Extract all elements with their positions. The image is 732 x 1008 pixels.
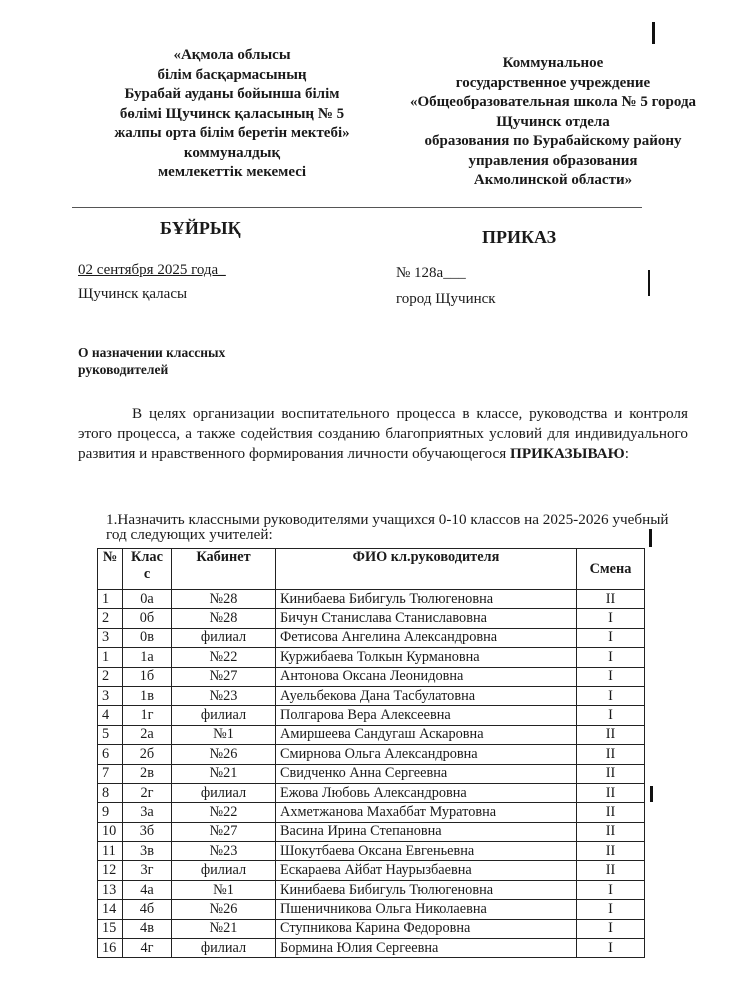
cell-cabinet: филиал (172, 628, 276, 647)
cell-class: 3в (123, 842, 172, 861)
cell-teacher: Свидченко Анна Сергеевна (276, 764, 577, 783)
order-date (78, 262, 226, 279)
table-row (98, 880, 645, 899)
cell-shift: I (577, 667, 645, 686)
cell-number: 6 (98, 745, 123, 764)
header-divider (72, 207, 642, 208)
cell-class: 2г (123, 783, 172, 802)
cell-teacher: Полгарова Вера Алексеевна (276, 706, 577, 725)
cell-class: 2б (123, 745, 172, 764)
header-ru-line: управления образования (468, 152, 638, 169)
cell-shift: I (577, 919, 645, 938)
cell-teacher: Ахметжанова Махаббат Муратовна (276, 803, 577, 822)
table-row (98, 628, 645, 647)
cell-teacher: Амиршеева Сандугаш Аскаровна (276, 725, 577, 744)
cell-shift: II (577, 842, 645, 861)
cell-cabinet: филиал (172, 939, 276, 958)
cell-cabinet: №21 (172, 919, 276, 938)
cell-number: 14 (98, 900, 123, 919)
order-subject (78, 344, 225, 378)
cell-shift: II (577, 590, 645, 609)
cell-class: 3г (123, 861, 172, 880)
header-ru-line: Щучинск отдела (496, 113, 610, 130)
header-ru-line: образования по Бурабайскому району (424, 133, 682, 149)
cell-shift: I (577, 880, 645, 899)
header-shift: Смена (577, 549, 645, 590)
cell-cabinet: филиал (172, 861, 276, 880)
cell-cabinet: №28 (172, 609, 276, 628)
cell-shift: I (577, 648, 645, 667)
preamble-text: В целях организации воспитательного процесса в классе, руководства и контроля этого процесса, а также содействия созданию благоприятных условий для индивидуального развития и нравственного формирования личности обучающегося (78, 405, 688, 462)
cell-teacher: Смирнова Ольга Александровна (276, 745, 577, 764)
cell-class: 4б (123, 900, 172, 919)
order-word: ПРИКАЗЫВАЮ (510, 445, 625, 462)
cell-class: 1в (123, 686, 172, 705)
title-ru: ПРИКАЗ (482, 227, 557, 247)
cell-cabinet: №27 (172, 667, 276, 686)
cell-number: 4 (98, 706, 123, 725)
table-row (98, 609, 645, 628)
cell-cabinet: №26 (172, 900, 276, 919)
scan-mark (650, 786, 653, 802)
cell-number: 15 (98, 919, 123, 938)
cell-number: 9 (98, 803, 123, 822)
cell-cabinet: №28 (172, 590, 276, 609)
table-row (98, 803, 645, 822)
header-kz-line: бөлімі Щучинск қаласының № 5 (119, 105, 345, 122)
table-row (98, 842, 645, 861)
cell-teacher: Ескараева Айбат Наурызбаевна (276, 861, 577, 880)
table-row (98, 900, 645, 919)
header-kz-line: білім басқармасының (157, 66, 307, 83)
cell-class: 2а (123, 725, 172, 744)
header-class: Клас с (123, 549, 172, 590)
cell-shift: II (577, 783, 645, 802)
cell-class: 4а (123, 880, 172, 899)
cell-shift: I (577, 609, 645, 628)
cell-shift: II (577, 725, 645, 744)
cell-class: 0а (123, 590, 172, 609)
header-ru-line: Акмолинской области» (473, 172, 633, 188)
cell-number: 7 (98, 764, 123, 783)
scan-mark (648, 270, 650, 296)
table-row (98, 648, 645, 667)
header-kz-line: коммуналдық (183, 144, 281, 161)
cell-class: 0в (123, 628, 172, 647)
cell-class: 4в (123, 919, 172, 938)
cell-teacher: Фетисова Ангелина Александровна (276, 628, 577, 647)
table-row (98, 725, 645, 744)
table-body (98, 590, 645, 958)
cell-teacher: Ауельбекова Дана Тасбулатовна (276, 686, 577, 705)
table-row (98, 919, 645, 938)
order-item-1: 1.Назначить классными руководителями учащихся 0-10 классов на 2025-2026 учебный год следующих учителей: (106, 511, 669, 543)
cell-teacher: Пшеничникова Ольга Николаевна (276, 900, 577, 919)
cell-teacher: Куржибаева Толкын Курмановна (276, 648, 577, 667)
header-ru-line: Коммунальное (502, 55, 604, 71)
scan-mark (652, 22, 655, 44)
cell-number: 5 (98, 725, 123, 744)
table-row (98, 783, 645, 802)
order-subject-line: О назначении классных (78, 345, 226, 360)
table-row (98, 764, 645, 783)
cell-cabinet: №26 (172, 745, 276, 764)
cell-number: 8 (98, 783, 123, 802)
cell-number: 10 (98, 822, 123, 841)
cell-cabinet: №21 (172, 764, 276, 783)
table-row (98, 706, 645, 725)
cell-teacher: Кинибаева Бибигуль Тюлюгеновна (276, 590, 577, 609)
table-row (98, 822, 645, 841)
cell-cabinet: филиал (172, 783, 276, 802)
cell-class: 3б (123, 822, 172, 841)
cell-number: 12 (98, 861, 123, 880)
header-kz-line: «Ақмола облысы (173, 47, 291, 63)
cell-shift: II (577, 822, 645, 841)
cell-cabinet: №23 (172, 842, 276, 861)
cell-class: 2в (123, 764, 172, 783)
cell-number: 1 (98, 648, 123, 667)
order-colon: : (624, 445, 629, 462)
cell-number: 11 (98, 842, 123, 861)
cell-cabinet: №22 (172, 648, 276, 667)
cell-class: 1г (123, 706, 172, 725)
cell-class: 1б (123, 667, 172, 686)
scan-mark (649, 529, 652, 547)
cell-teacher: Кинибаева Бибигуль Тюлюгеновна (276, 880, 577, 899)
cell-teacher: Шокутбаева Оксана Евгеньевна (276, 842, 577, 861)
cell-number: 3 (98, 628, 123, 647)
cell-shift: II (577, 861, 645, 880)
cell-teacher: Бичун Станислава Станиславовна (276, 609, 577, 628)
cell-class: 0б (123, 609, 172, 628)
cell-shift: I (577, 706, 645, 725)
header-teacher: ФИО кл.руководителя (276, 549, 577, 590)
table-row (98, 939, 645, 958)
cell-cabinet: №1 (172, 725, 276, 744)
cell-number: 1 (98, 590, 123, 609)
city-ru: город Щучинск (396, 291, 496, 307)
cell-shift: I (577, 939, 645, 958)
order-date-text: 02 сентября 2025 года_ (78, 262, 226, 278)
header-no: № (98, 549, 123, 590)
cell-shift: II (577, 764, 645, 783)
table-row (98, 590, 645, 609)
table-row (98, 686, 645, 705)
order-number: № 128а___ (396, 265, 466, 281)
cell-cabinet: филиал (172, 706, 276, 725)
table-header-row (98, 549, 645, 590)
city-kz: Щучинск қаласы (78, 286, 188, 302)
cell-teacher: Ступникова Карина Федоровна (276, 919, 577, 938)
header-kz-line: жалпы орта білім беретін мектебі» (114, 125, 350, 141)
cell-class: 3а (123, 803, 172, 822)
cell-teacher: Васина Ирина Степановна (276, 822, 577, 841)
table-row (98, 861, 645, 880)
header-kz-line: Бурабай ауданы бойынша білім (124, 86, 340, 102)
cell-cabinet: №1 (172, 880, 276, 899)
cell-number: 2 (98, 667, 123, 686)
cell-class: 1а (123, 648, 172, 667)
cell-cabinet: №23 (172, 686, 276, 705)
cell-shift: II (577, 803, 645, 822)
cell-shift: I (577, 628, 645, 647)
cell-number: 2 (98, 609, 123, 628)
cell-number: 13 (98, 880, 123, 899)
cell-cabinet: №22 (172, 803, 276, 822)
header-kz-line: мемлекеттік мекемесі (157, 164, 307, 180)
header-kz (52, 46, 412, 183)
cell-class: 4г (123, 939, 172, 958)
cell-teacher: Бормина Юлия Сергеевна (276, 939, 577, 958)
header-ru-line: «Общеобразовательная школа № 5 города (409, 94, 697, 110)
cell-teacher: Ежова Любовь Александровна (276, 783, 577, 802)
cell-number: 3 (98, 686, 123, 705)
cell-shift: I (577, 900, 645, 919)
cell-number: 16 (98, 939, 123, 958)
preamble-paragraph (78, 404, 688, 464)
cell-teacher: Антонова Оксана Леонидовна (276, 667, 577, 686)
header-ru-line: государственное учреждение (455, 74, 651, 91)
header-ru (378, 54, 728, 191)
table-row (98, 745, 645, 764)
cell-cabinet: №27 (172, 822, 276, 841)
table-row (98, 667, 645, 686)
order-subject-line: руководителей (78, 362, 169, 377)
header-cabinet: Кабинет (172, 549, 276, 590)
cell-shift: I (577, 686, 645, 705)
cell-shift: II (577, 745, 645, 764)
class-teachers-table (97, 548, 645, 958)
title-kz: БҰЙРЫҚ (160, 218, 241, 238)
